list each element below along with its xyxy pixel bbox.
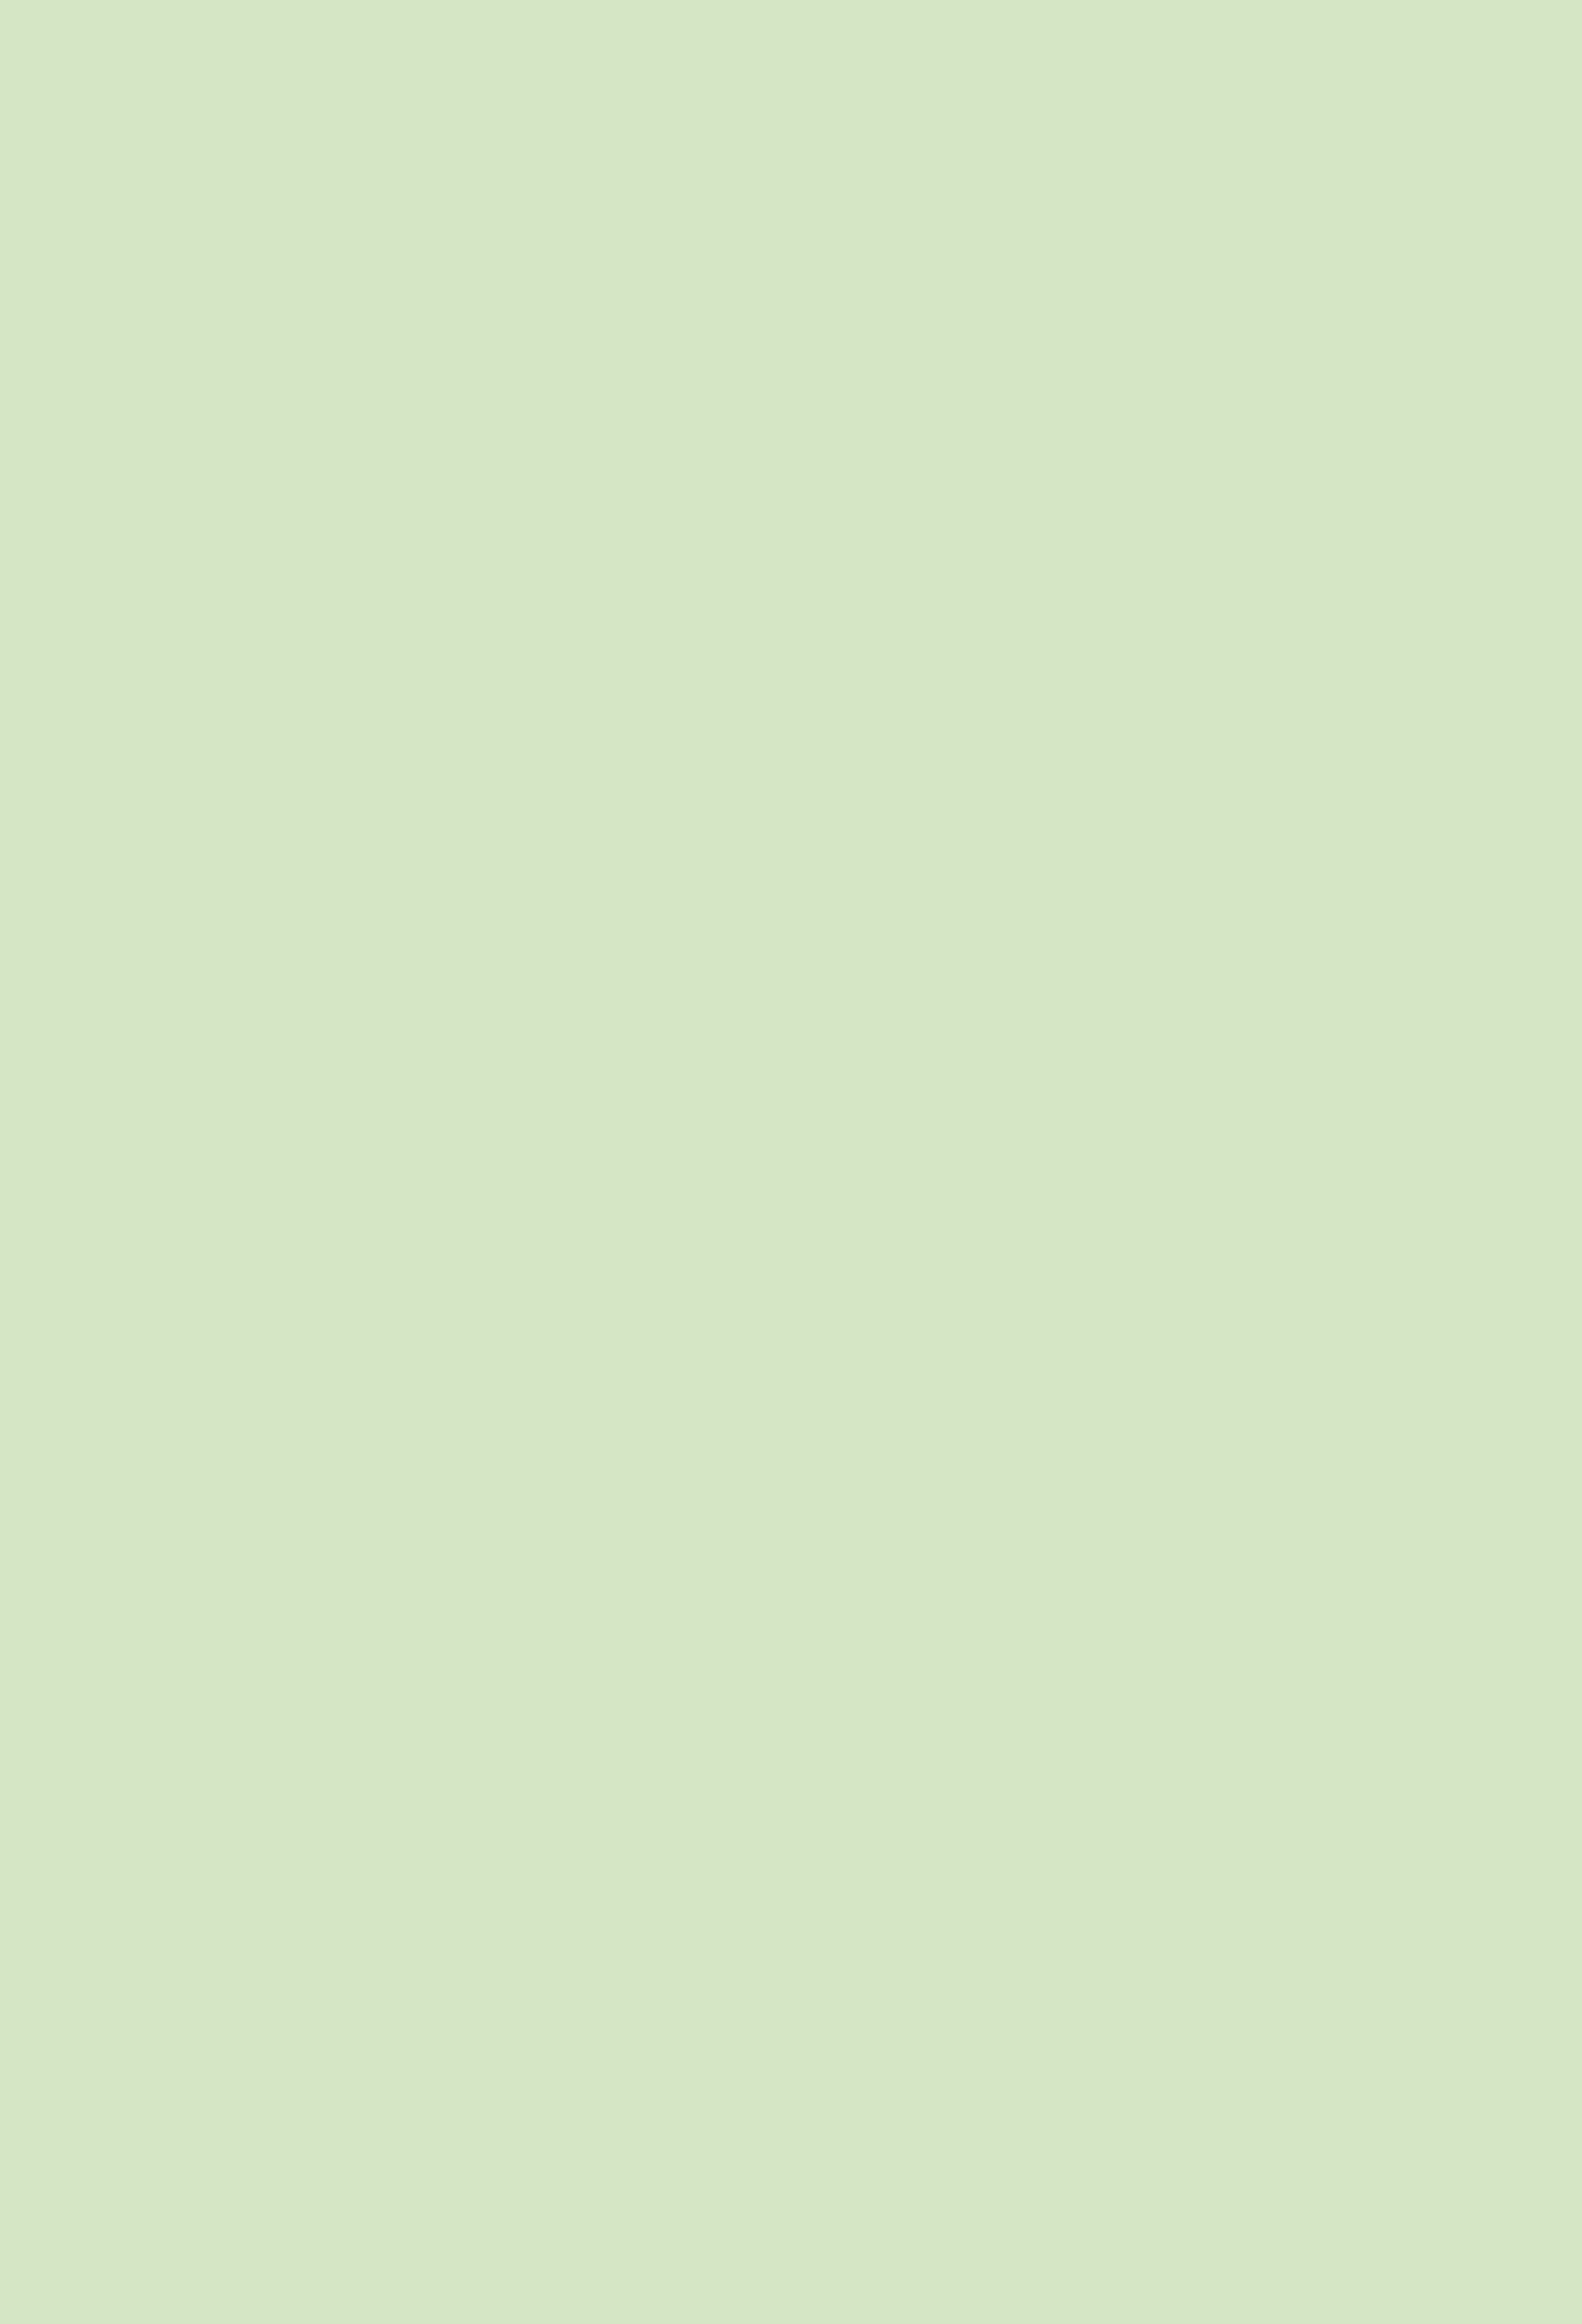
- noche-header: [439, 1422, 1143, 1510]
- zigzag-right-icon: [927, 1422, 1147, 1510]
- zigzag-left-icon: [439, 1422, 659, 1510]
